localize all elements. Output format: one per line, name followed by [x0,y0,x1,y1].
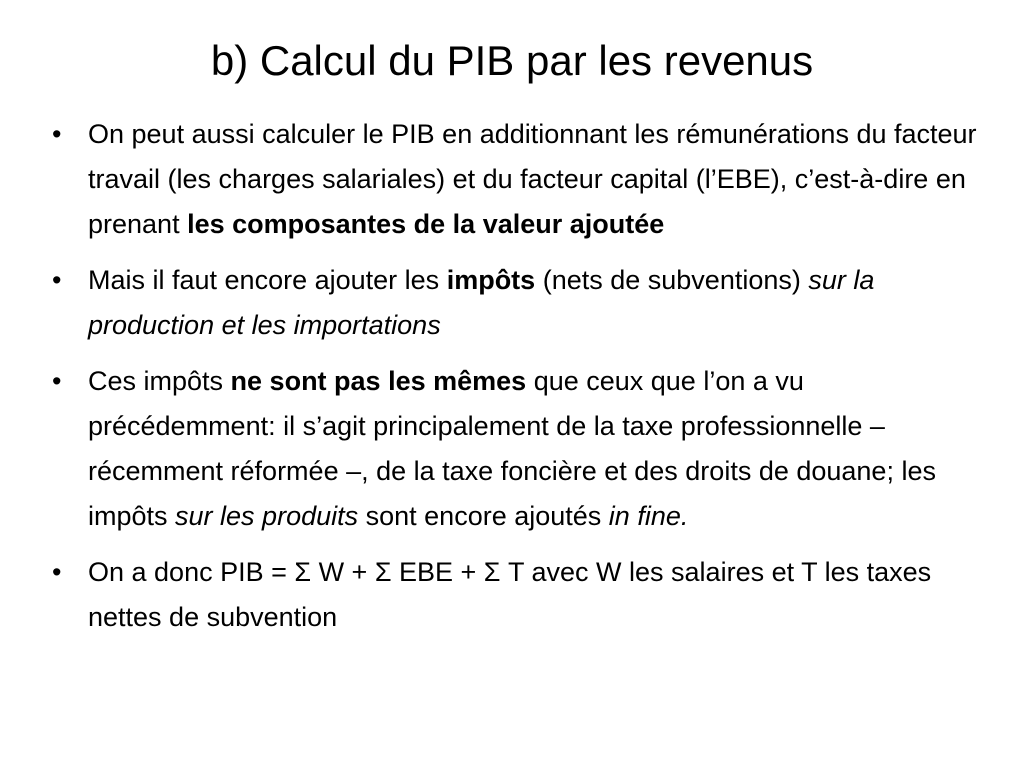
italic-text: sur la production et les importations [88,265,875,340]
bold-text: les composantes de la valeur ajoutée [187,209,665,239]
bullet-item-1 [52,112,982,247]
bullet-item-2 [52,258,982,348]
bullet-dot-icon: • [52,557,62,587]
bullet-text: Ces impôts [88,366,231,396]
bullet-text: Mais il faut encore ajouter les [88,265,447,295]
bullet-dot-icon: • [52,119,62,149]
bullet-text: On a donc PIB = Σ W + Σ EBE + Σ T avec W les salaires et T les taxes nettes de subvention [88,557,932,632]
italic-text: in fine. [608,501,689,531]
bullet-item-4 [52,550,982,640]
bullet-text: que ceux que l’on a vu précédemment: il s’agit principalement de la taxe professionnelle – récemment réformée –, de la taxe foncière et des droits de douane; les impôts [88,366,936,531]
bullet-text: (nets de subventions) [535,265,809,295]
italic-text: sur les produits [175,501,359,531]
slide-title: b) Calcul du PIB par les revenus [210,37,814,84]
bullet-list [52,112,982,651]
bold-text: impôts [446,265,536,295]
bullet-dot-icon: • [52,366,62,396]
bullet-item-3 [52,359,982,539]
bullet-dot-icon: • [52,265,62,295]
bold-text: ne sont pas les mêmes [230,366,527,396]
bullet-text: sont encore ajoutés [358,501,609,531]
bullet-text: On peut aussi calculer le PIB en additionnant les rémunérations du facteur travail (les charges salariales) et du facteur capital (l’EBE), c’est-à-dire en prenant [88,119,977,239]
